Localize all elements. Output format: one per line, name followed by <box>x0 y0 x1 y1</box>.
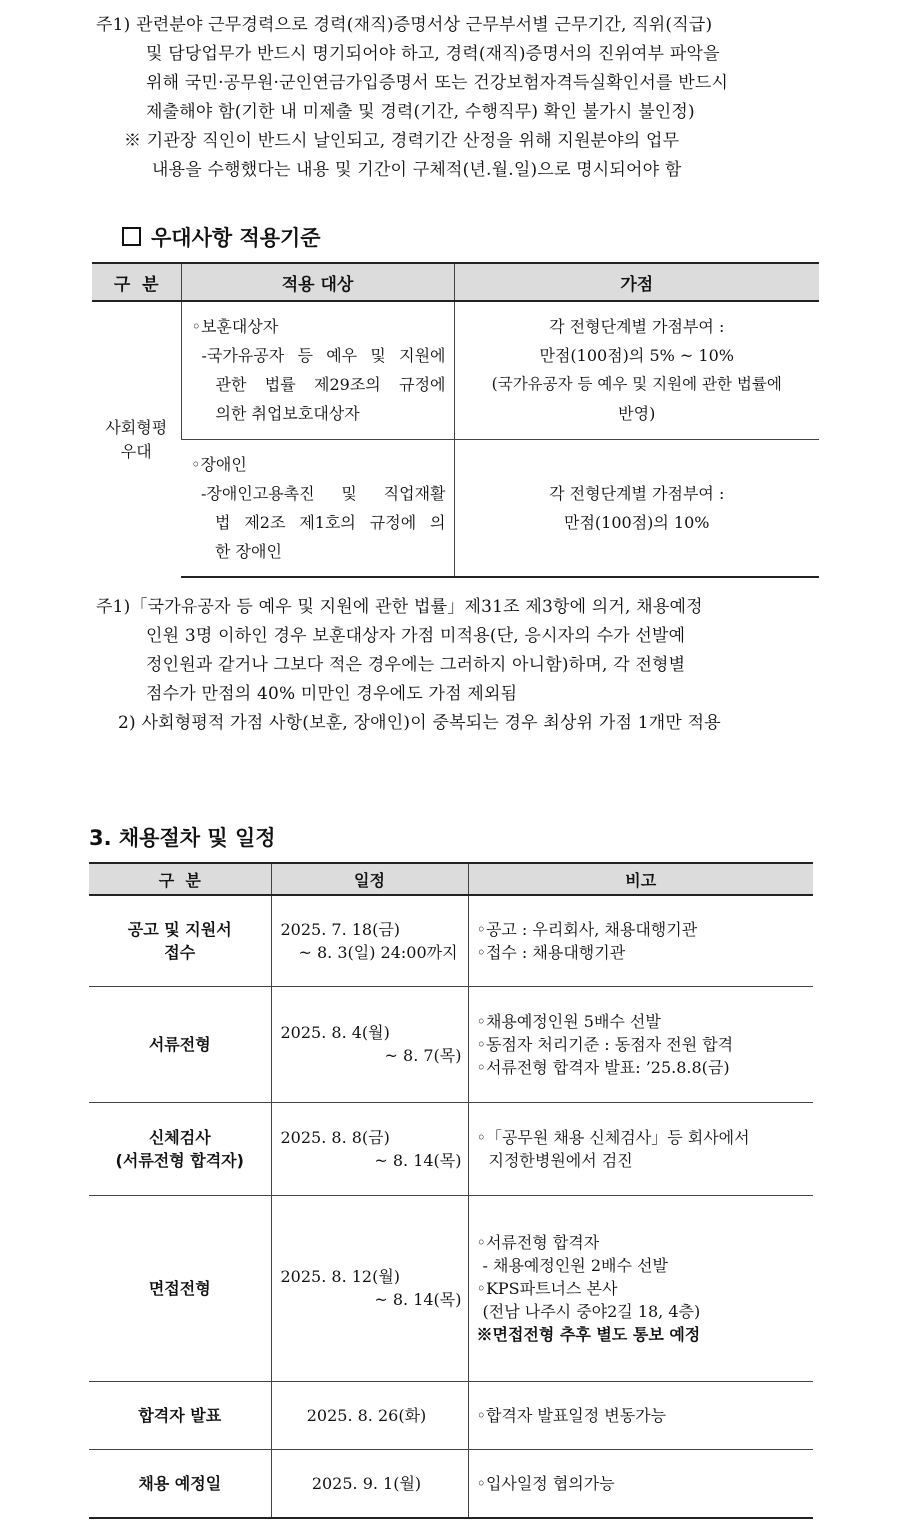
table-row <box>89 1102 813 1195</box>
checkbox-square-icon <box>122 227 141 246</box>
points-line: (국가유공자 등 예우 및 지원에 관한 법률에 <box>491 375 782 394</box>
header-points: 가점 <box>454 263 819 301</box>
date-start: 2025. 8. 26(화) <box>306 1405 427 1425</box>
note-cell <box>468 1195 813 1381</box>
date-cell <box>271 1381 468 1449</box>
target-cell <box>181 439 454 577</box>
note-line: 제출해야 함(기한 내 미제출 및 경력(기간, 수행직무) 확인 불가시 불인정) <box>146 102 695 122</box>
date-start: 2025. 8. 12(월) <box>280 1267 401 1286</box>
note-item: ◦합격자 발표일정 변동가능 <box>476 1405 667 1425</box>
note-line: ※ 기관장 직인이 반드시 날인되고, 경력기간 산정을 위해 지원분야의 업무 <box>124 131 680 151</box>
note-line: 인원 3명 이하인 경우 보훈대상자 가점 미적용(단, 응시자의 수가 선발예 <box>146 626 686 646</box>
stage-cell: 면접전형 <box>89 1195 271 1381</box>
date-end: ~ 8. 7(목) <box>384 1046 462 1065</box>
note-item: ◦입사일정 협의가능 <box>476 1473 615 1493</box>
target-line: 한 장애인 <box>215 541 282 561</box>
schedule-table <box>89 862 813 1519</box>
table-row <box>92 439 819 577</box>
table-row <box>89 986 813 1102</box>
note-line: 주1)「국가유공자 등 예우 및 지원에 관한 법률」제31조 제3항에 의거, 채용예정 <box>96 597 703 617</box>
note-item: ◦공고 : 우리회사, 채용대행기관 <box>476 919 698 939</box>
note-line: 내용을 수행했다는 내용 및 기간이 구체적(년.월.일)으로 명시되어야 함 <box>152 160 682 180</box>
note-item: (전남 나주시 중야2길 18, 4층) <box>482 1301 701 1321</box>
date-end: ~ 8. 14(목) <box>374 1290 462 1309</box>
stage-cell: 신체검사 (서류전형 합격자) <box>89 1102 271 1195</box>
table-header-row <box>89 863 813 895</box>
stage-cell: 서류전형 <box>89 986 271 1102</box>
note-item: ◦KPS파트너스 본사 <box>476 1278 618 1298</box>
target-line: 관한 법률 제29조의 규정에 <box>215 375 446 395</box>
header-target: 적용 대상 <box>181 263 454 301</box>
target-head: ◦장애인 <box>191 454 247 474</box>
table-row <box>89 1449 813 1518</box>
note-item: ◦서류전형 합격자 발표: ’25.8.8(금) <box>476 1057 730 1077</box>
target-line: 법 제2조 제1호의 규정에 의 <box>215 512 446 532</box>
target-line: -장애인고용촉진 및 직업재활 <box>201 483 446 503</box>
category-cell: 사회형평 우대 <box>92 301 181 577</box>
target-cell <box>181 301 454 439</box>
note-cell <box>468 986 813 1102</box>
note-item: ◦동점자 처리기준 : 동점자 전원 합격 <box>476 1034 734 1054</box>
date-cell <box>271 895 468 986</box>
note-item: ※면접전형 추후 별도 통보 예정 <box>476 1324 701 1344</box>
date-cell <box>271 986 468 1102</box>
note-cell <box>468 1449 813 1518</box>
note-item: ◦접수 : 채용대행기관 <box>476 942 626 962</box>
header-category: 구 분 <box>92 263 181 301</box>
date-start: 2025. 7. 18(금) <box>280 919 401 939</box>
date-start: 2025. 8. 8(금) <box>280 1127 390 1147</box>
table-header-row <box>92 263 819 301</box>
preference-table <box>92 262 819 578</box>
note-cell <box>468 1381 813 1449</box>
note-item: ◦서류전형 합격자 <box>476 1232 600 1252</box>
points-line: 각 전형단계별 가점부여 : <box>549 317 725 337</box>
date-end: ~ 8. 14(목) <box>374 1150 462 1170</box>
date-cell <box>271 1195 468 1381</box>
points-line: 만점(100점)의 5% ~ 10% <box>539 346 734 366</box>
note-line: 2) 사회형평적 가점 사항(보훈, 장애인)이 중복되는 경우 최상위 가점 1개만 적용 <box>118 713 721 733</box>
header-stage: 구 분 <box>89 863 271 895</box>
note-cell <box>468 1102 813 1195</box>
note-line: 위해 국민·공무원·군인연금가입증명서 또는 건강보험자격득실확인서를 반드시 <box>146 73 729 93</box>
table-row <box>92 301 819 439</box>
points-line: 만점(100점)의 10% <box>564 512 710 532</box>
stage-cell: 합격자 발표 <box>89 1381 271 1449</box>
note-item: 지정한병원에서 검진 <box>488 1150 633 1170</box>
date-cell <box>271 1102 468 1195</box>
note-item: - 채용예정인원 2배수 선발 <box>482 1255 668 1275</box>
preference-title <box>122 222 321 252</box>
stage-cell: 공고 및 지원서 접수 <box>89 895 271 986</box>
date-cell <box>271 1449 468 1518</box>
note-line: 및 담당업무가 반드시 명기되어야 하고, 경력(재직)증명서의 진위여부 파악을 <box>146 44 720 64</box>
note-cell <box>468 895 813 986</box>
note-line: 주1) 관련분야 근무경력으로 경력(재직)증명서상 근무부서별 근무기간, 직위(직급) <box>96 15 713 35</box>
target-head: ◦보훈대상자 <box>191 317 279 337</box>
header-note: 비고 <box>468 863 813 895</box>
target-line: -국가유공자 등 예우 및 지원에 <box>201 346 446 366</box>
note-line: 정인원과 같거나 그보다 적은 경우에는 그러하지 아니함)하며, 각 전형별 <box>146 655 686 675</box>
stage-cell: 채용 예정일 <box>89 1449 271 1518</box>
points-line: 각 전형단계별 가점부여 : <box>549 483 725 503</box>
table-row <box>89 1195 813 1381</box>
points-line: 반영) <box>618 404 656 424</box>
note-item: ◦채용예정인원 5배수 선발 <box>476 1011 661 1031</box>
points-cell <box>454 439 819 577</box>
note-item: ◦「공무원 채용 신체검사」등 회사에서 <box>476 1127 750 1147</box>
schedule-title: 3. 채용절차 및 일정 <box>89 826 276 850</box>
target-line: 의한 취업보호대상자 <box>215 404 360 424</box>
date-start: 2025. 8. 4(월) <box>280 1023 390 1042</box>
note-line: 점수가 만점의 40% 미만인 경우에도 가점 제외됨 <box>146 684 518 704</box>
table-row <box>89 895 813 986</box>
preference-title-text: 우대사항 적용기준 <box>151 226 321 250</box>
date-start: 2025. 9. 1(월) <box>311 1473 422 1493</box>
date-end: ~ 8. 3(일) 24:00까지 <box>298 942 458 962</box>
header-date: 일정 <box>271 863 468 895</box>
points-cell <box>454 301 819 439</box>
table-row <box>89 1381 813 1449</box>
